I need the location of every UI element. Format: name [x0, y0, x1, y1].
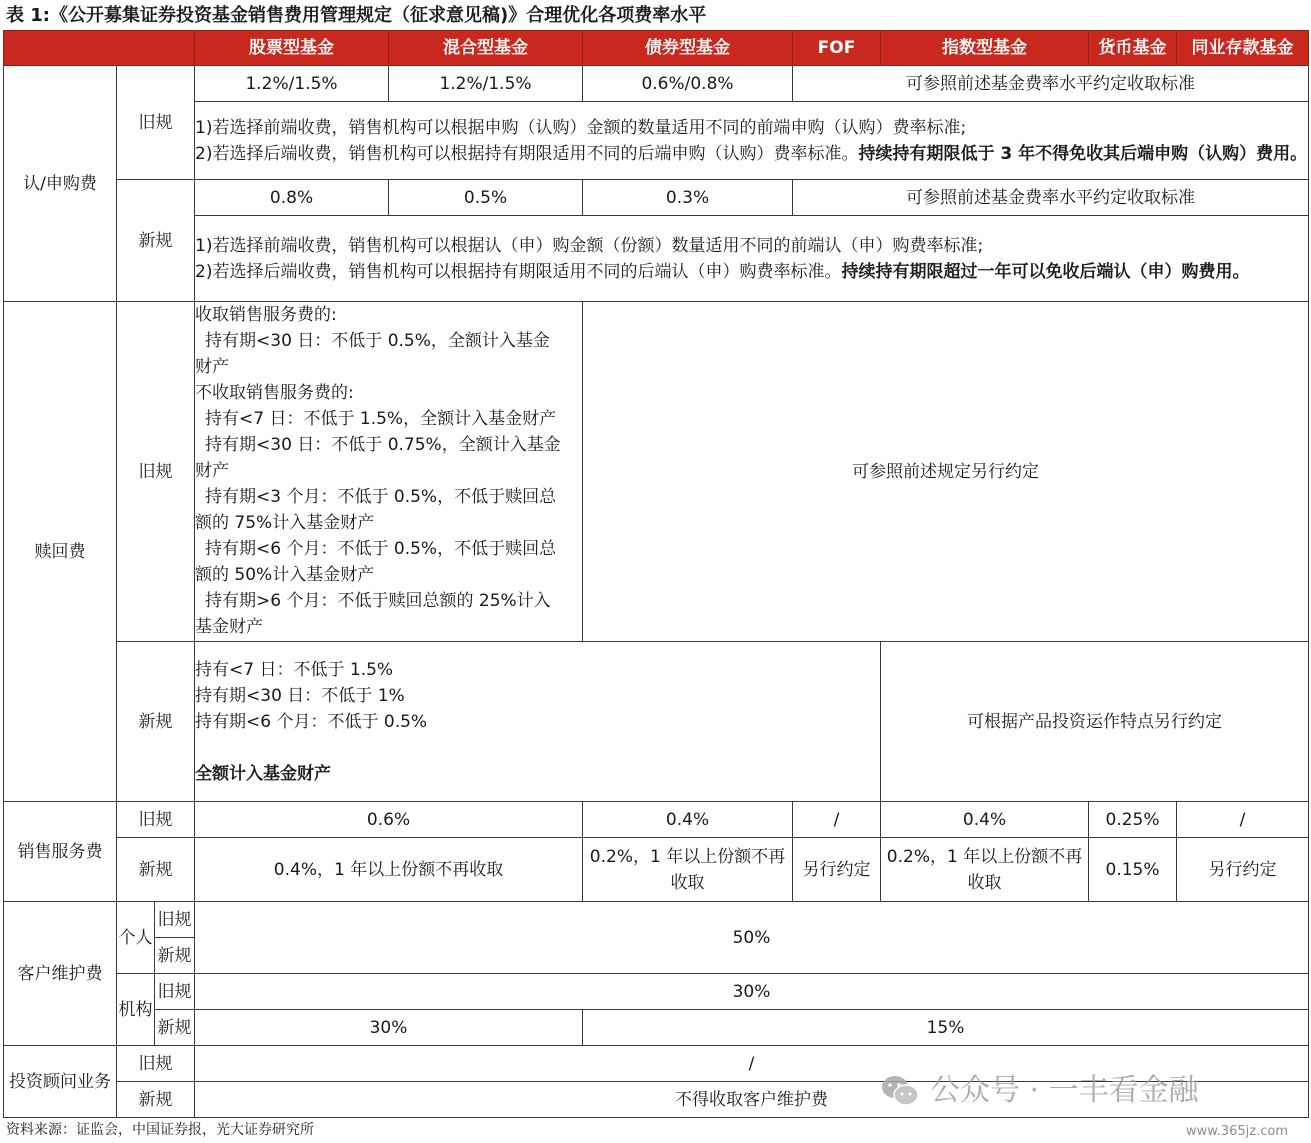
cell-value: 0.4%，1 年以上份额不再收取 — [195, 838, 583, 902]
cell-value: 15% — [583, 1010, 1309, 1046]
cell-value: / — [195, 1046, 1309, 1082]
cell-value: 0.5% — [389, 180, 583, 216]
rule-new: 新规 — [155, 938, 195, 974]
client-individual: 个人 — [117, 902, 155, 974]
category-sales-service: 销售服务费 — [4, 802, 117, 902]
table-row — [4, 102, 1309, 180]
rule-new: 新规 — [117, 838, 195, 902]
cell-value: 0.25% — [1089, 802, 1177, 838]
header-interbank-fund: 同业存款基金 — [1177, 31, 1309, 66]
table-row — [4, 216, 1309, 302]
rule-old: 旧规 — [155, 902, 195, 938]
table-row — [4, 802, 1309, 838]
table-row — [4, 902, 1309, 938]
cell-value: / — [793, 802, 881, 838]
rule-old: 旧规 — [117, 1046, 195, 1082]
terms-line: 持有<7 日：不低于 1.5% — [195, 659, 394, 680]
rule-new: 新规 — [117, 1082, 195, 1118]
rule-new: 新规 — [117, 642, 195, 802]
terms-line: 持有<7 日：不低于 1.5%，全额计入基金财产 — [205, 409, 557, 429]
cell-value: 可根据产品投资运作特点另行约定 — [881, 642, 1309, 802]
rule-old: 旧规 — [117, 802, 195, 838]
table-title: 表 1:《公开募集证券投资基金销售费用管理规定（征求意见稿)》合理优化各项费率水平 — [6, 5, 707, 26]
terms-line: 持有期<30 日：不低于 0.75%，全额计入基金 — [205, 435, 561, 455]
header-fof: FOF — [793, 31, 881, 66]
cell-value: 可参照前述规定另行约定 — [583, 302, 1309, 642]
table-row — [4, 974, 1309, 1010]
cell-value: 30% — [195, 974, 1309, 1010]
cell-value: 0.6% — [195, 802, 583, 838]
header-bond-fund: 债券型基金 — [583, 31, 793, 66]
table-row — [4, 642, 1309, 802]
terms-line: 额的 75%计入基金财产 — [195, 513, 375, 533]
cell-value: 另行约定 — [793, 838, 881, 902]
terms-line: 持有期<30 日：不低于 0.5%，全额计入基金 — [205, 331, 550, 351]
rule-old: 旧规 — [117, 66, 195, 180]
terms-line: 财产 — [195, 357, 230, 377]
wechat-icon — [880, 1074, 920, 1108]
terms-line: 持有期<3 个月：不低于 0.5%，不低于赎回总 — [205, 487, 557, 507]
cell-value: 1.2%/1.5% — [195, 66, 389, 102]
cell-value: 另行约定 — [1177, 838, 1309, 902]
terms-line: 持有期<6 个月：不低于 0.5%，不低于赎回总 — [205, 539, 557, 559]
cell-value: 不得收取客户维护费 — [195, 1082, 1309, 1118]
category-maintenance: 客户维护费 — [4, 902, 117, 1046]
cell-value: 0.4% — [583, 802, 793, 838]
note-bold-text: 持续持有期限超过一年可以免收后端认（申）购费用。 — [841, 261, 1250, 282]
cell-value: 0.2%，1 年以上份额不再收取 — [583, 838, 793, 902]
header-stock-fund: 股票型基金 — [195, 31, 389, 66]
cell-value: 50% — [195, 902, 1309, 974]
redemption-new-terms — [195, 642, 881, 802]
header-corner — [4, 31, 195, 66]
terms-line: 基金财产 — [195, 617, 264, 637]
cell-value: 1.2%/1.5% — [389, 66, 583, 102]
cell-value: 可参照前述基金费率水平约定收取标准 — [793, 66, 1309, 102]
table-row — [4, 180, 1309, 216]
rule-old: 旧规 — [155, 974, 195, 1010]
category-redemption: 赎回费 — [4, 302, 117, 802]
terms-line: 持有期<30 日：不低于 1% — [195, 685, 405, 706]
rule-old: 旧规 — [117, 302, 195, 642]
cell-value: 0.3% — [583, 180, 793, 216]
cell-value: 可参照前述基金费率水平约定收取标准 — [793, 180, 1309, 216]
cell-value: 0.15% — [1089, 838, 1177, 902]
note-bold-text: 持续持有期限低于 3 年不得免收其后端申购（认购）费用。 — [858, 143, 1308, 164]
client-institution: 机构 — [117, 974, 155, 1046]
cell-value: / — [1177, 802, 1309, 838]
category-subscription: 认/申购费 — [4, 66, 117, 302]
table-row — [4, 838, 1309, 902]
cell-value: 0.8% — [195, 180, 389, 216]
header-money-fund: 货币基金 — [1089, 31, 1177, 66]
rule-new: 新规 — [155, 1010, 195, 1046]
note-line: 1)若选择前端收费，销售机构可以根据认（申）购金额（份额）数量适用不同的前端认（申）购费率标准; — [195, 235, 984, 256]
terms-line: 财产 — [195, 461, 230, 481]
rule-note — [195, 102, 1309, 180]
note-text: 2)若选择后端收费，销售机构可以根据持有期限适用不同的后端认（申）购费率标准。 — [195, 261, 842, 282]
note-text: 2)若选择后端收费，销售机构可以根据持有期限适用不同的后端申购（认购）费率标准。 — [195, 143, 859, 164]
table-row — [4, 66, 1309, 102]
terms-bold-line: 全额计入基金财产 — [195, 763, 332, 784]
header-index-fund: 指数型基金 — [881, 31, 1089, 66]
table-row — [4, 1010, 1309, 1046]
rule-new: 新规 — [117, 180, 195, 302]
cell-value: 0.4% — [881, 802, 1089, 838]
fee-table — [3, 30, 1309, 1118]
note-line — [195, 259, 1308, 285]
category-advisory: 投资顾问业务 — [4, 1046, 117, 1118]
terms-spacer — [195, 735, 880, 761]
terms-line: 额的 50%计入基金财产 — [195, 565, 375, 585]
source-note: 资料来源：证监会，中国证券报，光大证券研究所 — [6, 1122, 314, 1138]
header-mixed-fund: 混合型基金 — [389, 31, 583, 66]
watermark — [880, 1068, 1280, 1114]
note-line — [195, 141, 1308, 167]
header-row — [4, 31, 1309, 66]
rule-note — [195, 216, 1309, 302]
cell-value: 0.6%/0.8% — [583, 66, 793, 102]
table-row — [4, 302, 1309, 642]
cell-value: 0.2%，1 年以上份额不再收取 — [881, 838, 1089, 902]
watermark-text: 公众号 · 一丰看金融 — [930, 1073, 1199, 1108]
note-line: 1)若选择前端收费，销售机构可以根据申购（认购）金额的数量适用不同的前端申购（认购）费率标准; — [195, 117, 967, 138]
terms-line: 持有期<6 个月：不低于 0.5% — [195, 711, 428, 732]
redemption-old-terms — [195, 302, 583, 642]
terms-line: 不收取销售服务费的: — [195, 383, 354, 403]
terms-line: 持有期>6 个月：不低于赎回总额的 25%计入 — [205, 591, 551, 611]
watermark-site: www.365jz.com — [1186, 1124, 1288, 1139]
cell-value: 30% — [195, 1010, 583, 1046]
terms-line: 收取销售服务费的: — [195, 305, 337, 325]
